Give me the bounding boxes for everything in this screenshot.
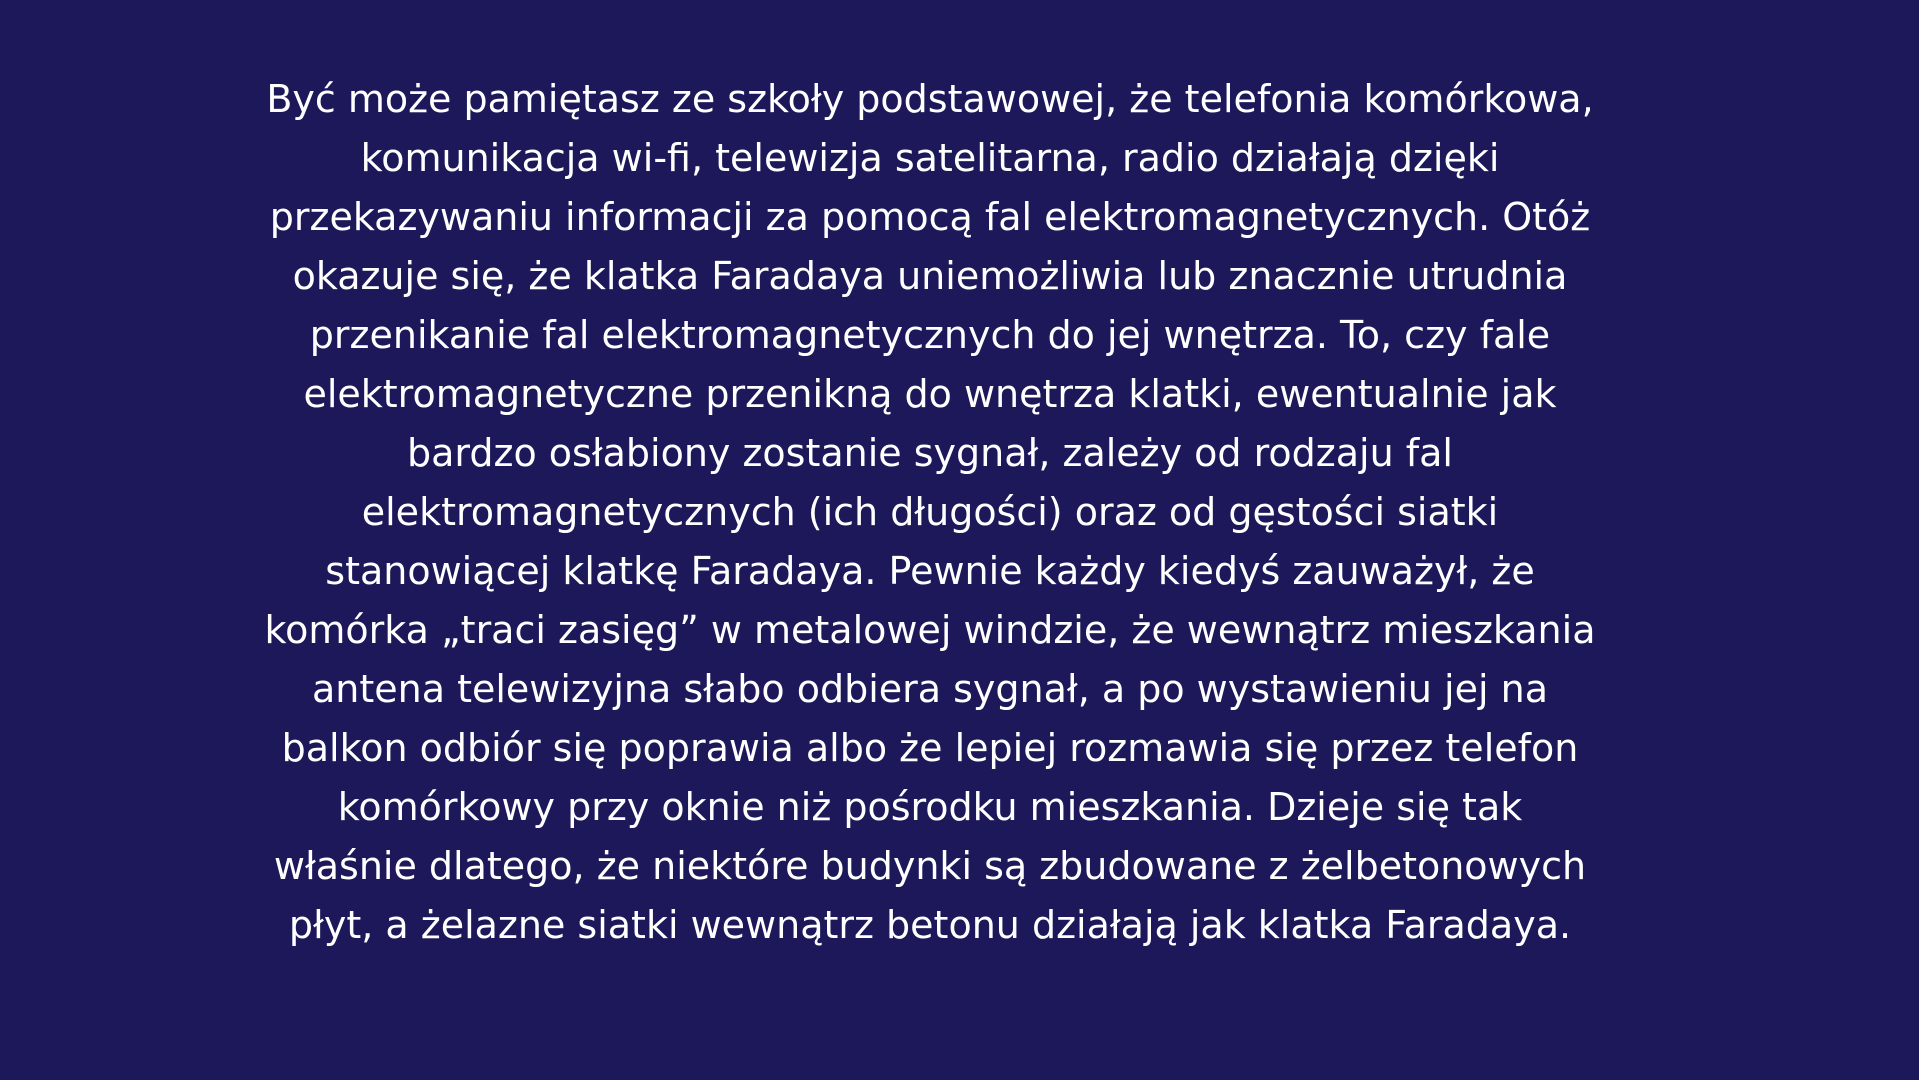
paragraph-line: bardzo osłabiony zostanie sygnał, zależy od rodzaju fal (407, 431, 1453, 475)
paragraph-line: antena telewizyjna słabo odbiera sygnał, a po wystawieniu jej na (311, 667, 1548, 711)
body-paragraph (230, 70, 1630, 955)
paragraph-line: okazuje się, że klatka Faradaya uniemożliwia lub znacznie utrudnia (292, 254, 1568, 298)
paragraph-line: elektromagnetycznych (ich długości) oraz od gęstości siatki (361, 490, 1499, 534)
paragraph-line: właśnie dlatego, że niektóre budynki są zbudowane z żelbetonowych (273, 844, 1587, 888)
paragraph-line: elektromagnetyczne przenikną do wnętrza klatki, ewentualnie jak (303, 372, 1557, 416)
paragraph-line: balkon odbiór się poprawia albo że lepiej rozmawia się przez telefon (281, 726, 1579, 770)
paragraph-line: przekazywaniu informacji za pomocą fal elektromagnetycznych. Otóż (269, 195, 1591, 239)
paragraph-line: komunikacja wi-fi, telewizja satelitarna, radio działają dzięki (360, 136, 1500, 180)
paragraph-line: stanowiącej klatkę Faradaya. Pewnie każdy kiedyś zauważył, że (325, 549, 1535, 593)
paragraph-line: płyt, a żelazne siatki wewnątrz betonu działają jak klatka Faradaya. (288, 903, 1572, 947)
paragraph-line: komórka „traci zasięg” w metalowej windzie, że wewnątrz mieszkania (264, 608, 1596, 652)
paragraph-line: przenikanie fal elektromagnetycznych do jej wnętrza. To, czy fale (309, 313, 1551, 357)
paragraph-line: Być może pamiętasz ze szkoły podstawowej, że telefonia komórkowa, (266, 77, 1594, 121)
paragraph-line: komórkowy przy oknie niż pośrodku mieszkania. Dzieje się tak (337, 785, 1523, 829)
